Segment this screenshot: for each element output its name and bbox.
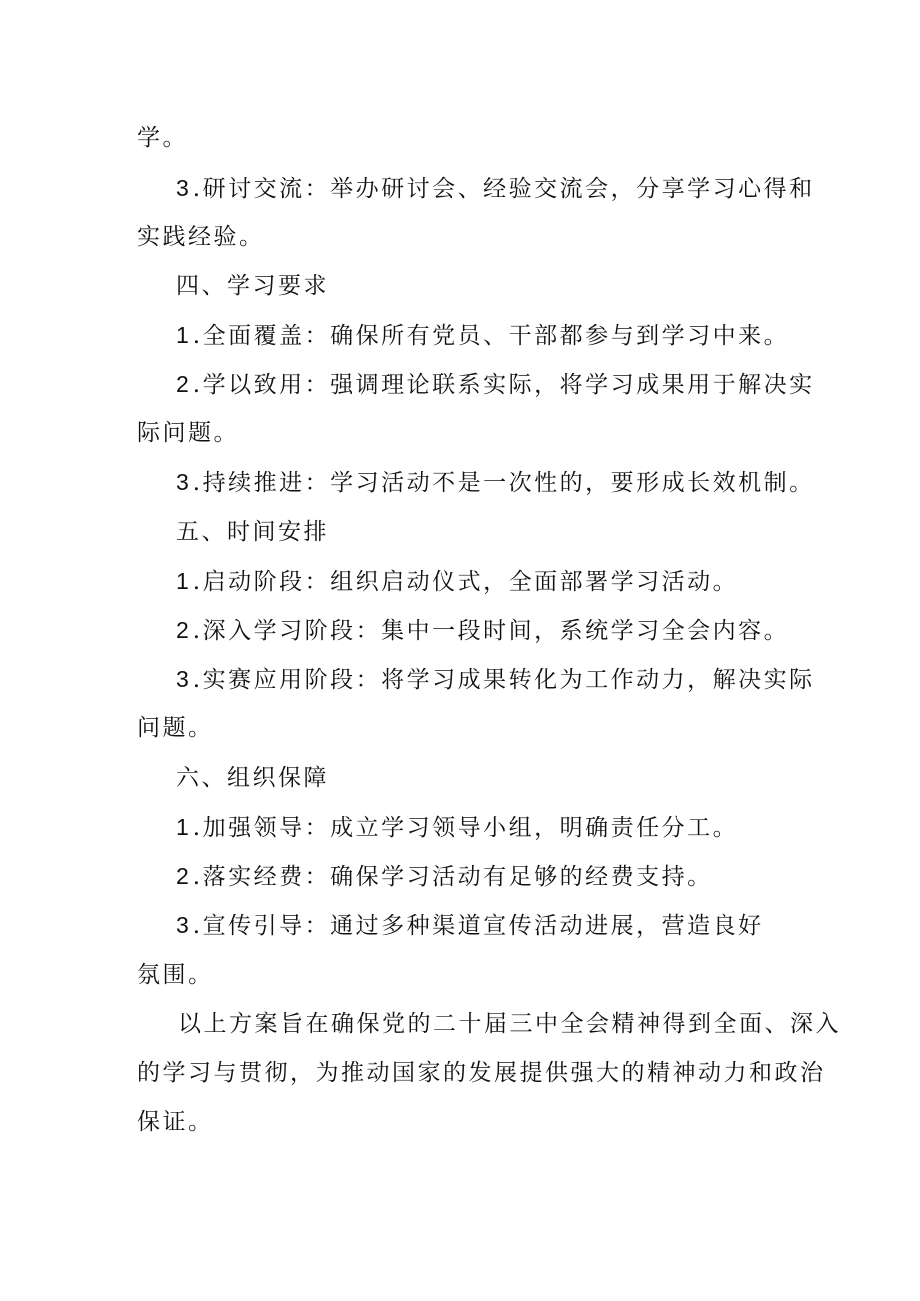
- list-item-s5-1: [176, 566, 738, 597]
- item-number: 1: [176, 568, 189, 594]
- list-item-continuation: 氛围。: [137, 962, 214, 988]
- item-number: 2: [176, 371, 189, 397]
- list-item-s4-3: [176, 467, 815, 498]
- section-heading-5: 五、时间安排: [176, 519, 329, 545]
- list-item-continuation: 实践经验。: [137, 224, 265, 250]
- conclusion-line-2: 的学习与贯彻，为推动国家的发展提供强大的精神动力和政治: [137, 1060, 826, 1086]
- item-number: 3: [176, 912, 189, 938]
- continuation-text: 学。: [137, 125, 188, 151]
- item-text: .实赛应用阶段：将学习成果转化为工作动力，解决实际: [192, 667, 815, 693]
- list-item-s5-2: [176, 615, 789, 646]
- item-text: .学以致用：强调理论联系实际，将学习成果用于解决实: [192, 372, 815, 398]
- list-item-s6-3: [176, 910, 764, 941]
- conclusion-line-1: 以上方案旨在确保党的二十届三中全会精神得到全面、深入: [178, 1011, 841, 1037]
- item-text: .全面覆盖：确保所有党员、干部都参与到学习中来。: [192, 323, 790, 349]
- list-item-s6-2: [176, 861, 713, 892]
- list-item-s5-3: [176, 664, 815, 695]
- item-number: 3: [176, 469, 189, 495]
- item-number: 1: [176, 814, 189, 840]
- conclusion-line-3: 保证。: [137, 1109, 214, 1135]
- item-number: 2: [176, 617, 189, 643]
- item-text: .研讨交流：举办研讨会、经验交流会，分享学习心得和: [192, 176, 815, 202]
- item-number: 3: [176, 175, 189, 201]
- list-item-s4-1: [176, 320, 789, 351]
- list-item-s4-2: [176, 369, 815, 400]
- item-text: .深入学习阶段：集中一段时间，系统学习全会内容。: [192, 618, 790, 644]
- item-number: 2: [176, 863, 189, 889]
- list-item-continuation: 问题。: [137, 715, 214, 741]
- section-heading-4: 四、学习要求: [176, 273, 329, 299]
- item-text: .启动阶段：组织启动仪式，全面部署学习活动。: [192, 569, 739, 595]
- item-text: .落实经费：确保学习活动有足够的经费支持。: [192, 864, 713, 890]
- item-text: .持续推进：学习活动不是一次性的，要形成长效机制。: [192, 470, 815, 496]
- list-item-s6-1: [176, 812, 738, 843]
- section-heading-6: 六、组织保障: [176, 765, 329, 791]
- item-text: .加强领导：成立学习领导小组，明确责任分工。: [192, 815, 739, 841]
- list-item-continuation: 际问题。: [137, 420, 239, 446]
- item-number: 3: [176, 666, 189, 692]
- item-text: .宣传引导：通过多种渠道宣传活动进展，营造良好: [192, 913, 764, 939]
- list-item-s3-3: [176, 173, 815, 204]
- item-number: 1: [176, 322, 189, 348]
